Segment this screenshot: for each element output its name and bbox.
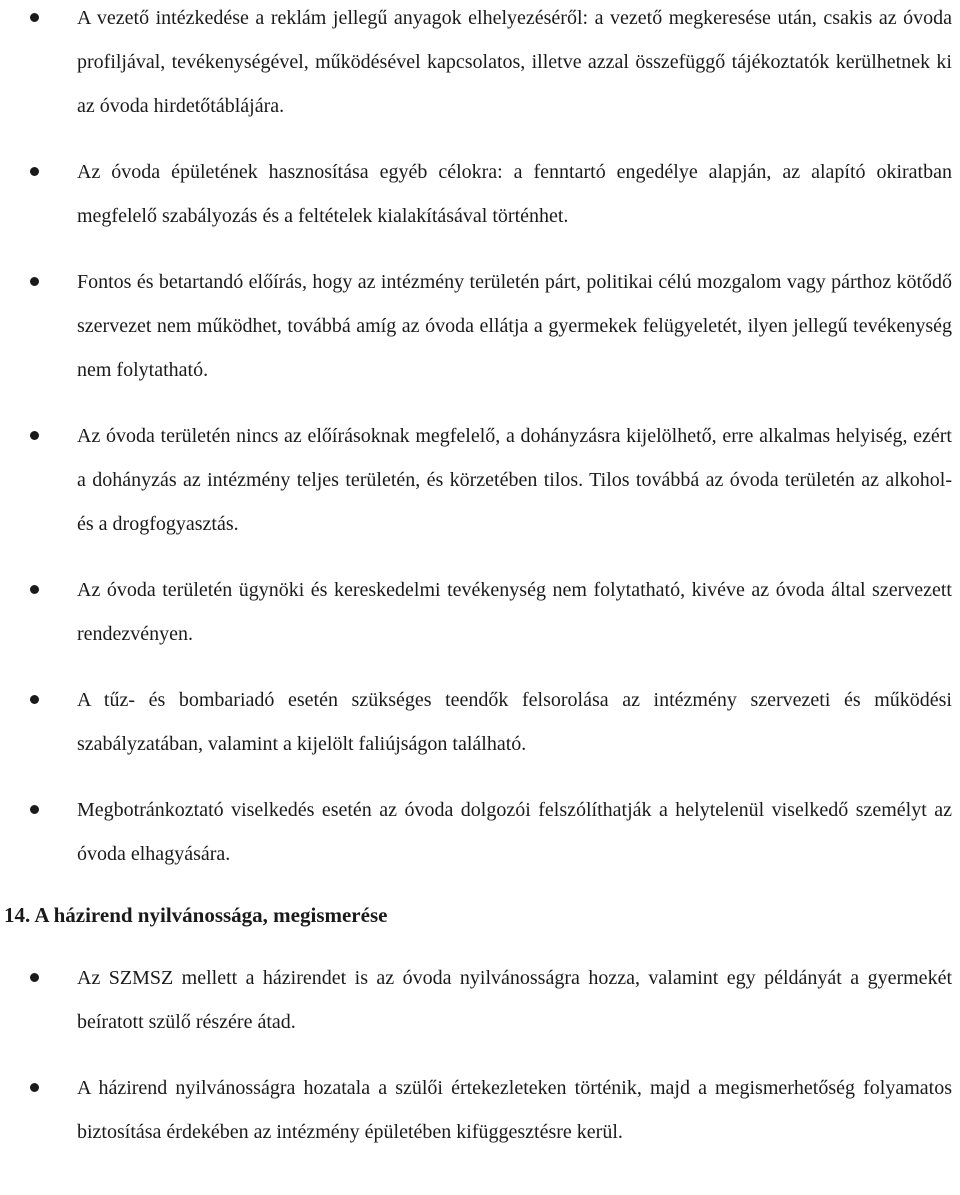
list-item-text: A tűz- és bombariadó esetén szükséges teendők felsorolása az intézmény szervezeti és működési szabályzatában, valamint a kijelölt faliújságon található.	[77, 689, 952, 755]
list-item	[0, 150, 960, 238]
bullet-icon	[30, 585, 39, 594]
bullet-list-publicity	[0, 956, 960, 1176]
list-item-text: Az óvoda épületének hasznosítása egyéb célokra: a fenntartó engedélye alapján, az alapító okiratban megfelelő szabályozás és a feltételek kialakításával történhet.	[77, 161, 952, 227]
bullet-icon	[30, 695, 39, 704]
list-item	[0, 956, 960, 1044]
bullet-icon	[30, 973, 39, 982]
list-item	[0, 260, 960, 392]
list-item	[0, 414, 960, 546]
bullet-icon	[30, 167, 39, 176]
bullet-icon	[30, 277, 39, 286]
list-item	[0, 788, 960, 876]
bullet-icon	[30, 1083, 39, 1092]
section-heading: 14. A házirend nyilvánossága, megismerése	[4, 903, 388, 927]
bullet-icon	[30, 431, 39, 440]
bullet-icon	[30, 805, 39, 814]
list-item	[0, 678, 960, 766]
list-item	[0, 1066, 960, 1154]
bullet-icon	[30, 13, 39, 22]
list-item	[0, 568, 960, 656]
list-item-text: A vezető intézkedése a reklám jellegű anyagok elhelyezéséről: a vezető megkeresése után, csakis az óvoda profiljával, tevékenységével, működésével kapcsolatos, illetve azzal összefüggő tájékoztatók kerülhetnek ki az óvoda hirdetőtáblájára.	[77, 7, 952, 117]
list-item-text: Az SZMSZ mellett a házirendet is az óvoda nyilvánosságra hozza, valamint egy példányát a gyermekét beíratott szülő részére átad.	[77, 967, 952, 1033]
list-item-text: Fontos és betartandó előírás, hogy az intézmény területén párt, politikai célú mozgalom vagy párthoz kötődő szervezet nem működhet, továbbá amíg az óvoda ellátja a gyermekek felügyeletét, ilyen jellegű tevékenység nem folytatható.	[77, 271, 952, 381]
list-item-text: Megbotránkoztató viselkedés esetén az óvoda dolgozói felszólíthatják a helytelenül viselkedő személyt az óvoda elhagyására.	[77, 799, 952, 865]
list-item-text: Az óvoda területén ügynöki és kereskedelmi tevékenység nem folytatható, kivéve az óvoda által szervezett rendezvényen.	[77, 579, 952, 645]
list-item	[0, 0, 960, 128]
list-item-text: A házirend nyilvánosságra hozatala a szülői értekezleteken történik, majd a megismerhetőség folyamatos biztosítása érdekében az intézmény épületében kifüggesztésre kerül.	[77, 1077, 952, 1143]
list-item-text: Az óvoda területén nincs az előírásoknak megfelelő, a dohányzásra kijelölhető, erre alkalmas helyiség, ezért a dohányzás az intézmény teljes területén, és körzetében tilos. Tilos továbbá az óvoda területén az alkohol- és a drogfogyasztás.	[77, 425, 952, 535]
